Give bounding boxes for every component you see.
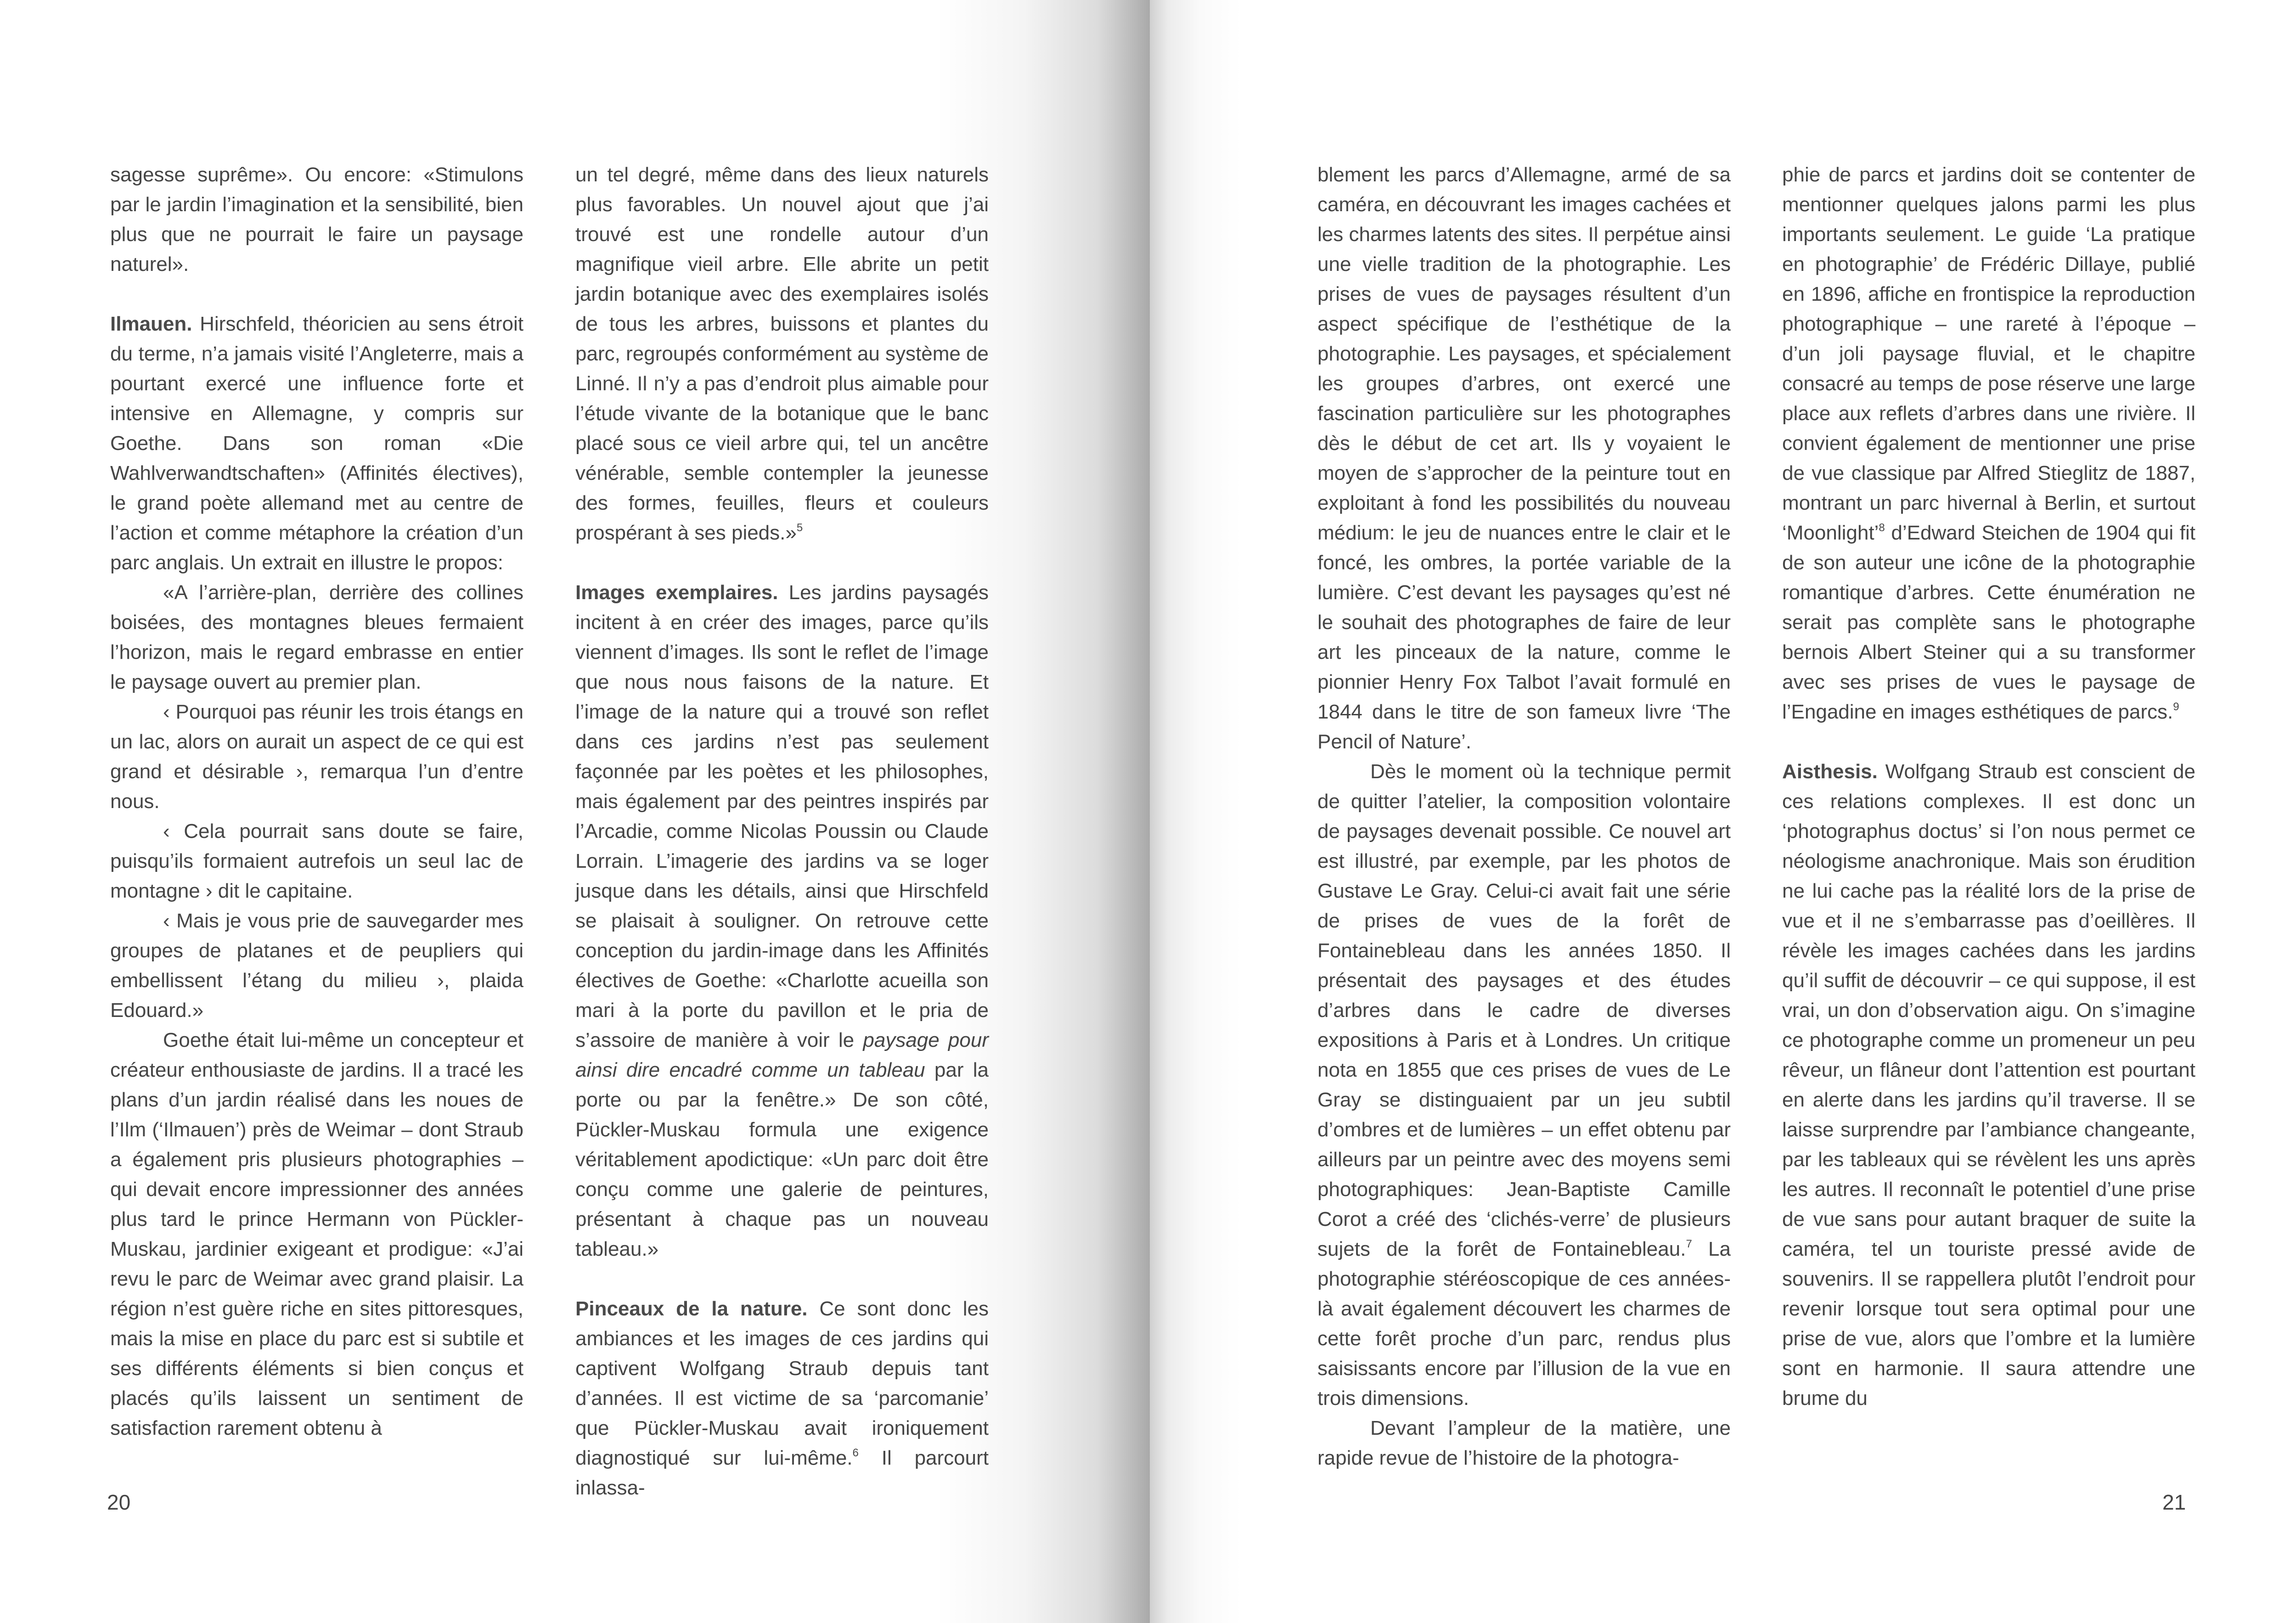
right-page-column-1 [1317, 160, 1731, 1473]
footnote-ref: 7 [1686, 1238, 1692, 1250]
paragraph: Dès le moment où la technique permit de quitter l’atelier, la composition volontaire de paysages devenait possible. Ce nouvel art est illustré, par exemple, par les photos de Gustave Le Gray. Celui-ci avait fait une série de prises de vues de la forêt de Fontainebleau dans les années 1850. Il présentait des paysages et des études d’arbres dans le cadre de diverses expositions à Paris et à Londres. Un critique nota en 1855 que ces prises de vues de Le Gray se distinguaient par un jeu subtil d’ombres et de lumières – un effet obtenu par ailleurs par un peintre avec des moyens semi photographiques: Jean-Baptiste Camille Corot a créé des ‘clichés-verre’ de plusieurs sujets de la forêt de Fontainebleau.$^7$ La photographie stéréoscopique de ces années-là avait également découvert les charmes de cette forêt proche d’un parc, rendus plus saisissants encore par l’illusion de la vue en trois dimensions. [1317, 760, 1731, 1410]
paragraph: Pinceaux de la nature. Ce sont donc les ambiances et les images de ces jardins qui captivent Wolfgang Straub depuis tant d’années. Il est victime de sa ‘parcomanie’ que Pückler-Muskau avait ironiquement diagnostiqué sur lui-même.$^6$ Il parcourt inlassa- [575, 1297, 989, 1499]
quote-paragraph: ‹ Pourquoi pas réunir les trois étangs en un lac, alors on aurait un aspect de ce qui est grand et désirable ›, remarqua l’un d’entre nous. [110, 701, 523, 813]
paragraph: un tel degré, même dans des lieux naturels plus favorables. Un nouvel ajout que j’ai trouvé est une rondelle autour d’un magnifique vieil arbre. Elle abrite un petit jardin botanique avec des exemplaires isolés de tous les arbres, buissons et plantes du parc, regroupés conformément au système de Linné. Il n’y a pas d’endroit plus aimable pour l’étude vivante de la botanique que le banc placé sous ce vieil arbre qui, tel un ancêtre vénérable, semble contempler la jeunesse des formes, feuilles, fleurs et couleurs prospérant à ses pieds.»$^5$ [575, 163, 989, 544]
footnote-ref: 6 [852, 1447, 859, 1459]
footnote-ref: 8 [1879, 522, 1885, 534]
paragraph: sagesse suprême». Ou encore: «Stimulons par le jardin l’imagination et la sensibilité, bien plus que ne pourrait le faire un paysage naturel». [110, 163, 523, 275]
left-page-column-2 [575, 160, 989, 1503]
section-heading: Images exemplaires. [575, 581, 778, 604]
right-page [1150, 0, 2296, 1623]
paragraph: phie de parcs et jardins doit se contenter de mentionner quelques jalons parmi les plus importants seulement. Le guide ‘La pratique en photographie’ de Frédéric Dillaye, publié en 1896, affiche en frontispice la reproduction photographique – une rareté à l’époque – d’un joli paysage fluvial, et le chapitre consacré au temps de pose réserve une large place aux reflets d’arbres dans une rivière. Il convient également de mentionner une prise de vue classique par Alfred Stieglitz de 1887, montrant un parc hivernal à Berlin, et surtout ‘Moonlight’$^8$ d’Edward Steichen de 1904 qui fit de son auteur une icône de la photographie romantique d’arbres. Cette énumération ne serait pas complète sans le photographe bernois Albert Steiner qui a su transformer avec ses prises de vues le paysage de l’Engadine en images esthétiques de parcs.$^9$ [1782, 163, 2195, 723]
paragraph: Ilmauen. Hirschfeld, théoricien au sens étroit du terme, n’a jamais visité l’Angleterre, mais a pourtant exercé une influence forte et intensive en Allemagne, y compris sur Goethe. Dans son roman «Die Wahlverwandtschaften» (Affinités électives), le grand poète allemand met au centre de l’action et comme métaphore la création d’un parc anglais. Un extrait en illustre le propos: [110, 313, 523, 574]
section-heading: Ilmauen. [110, 313, 192, 335]
footnote-ref: 9 [2173, 701, 2179, 713]
quote-paragraph: «A l’arrière-plan, derrière des collines boisées, des montagnes bleues fermaient l’horizon, mais le regard embrasse en entier le paysage ouvert au premier plan. [110, 581, 523, 693]
paragraph: Goethe était lui-même un concepteur et créateur enthousiaste de jardins. Il a tracé les plans d’un jardin réalisé dans les noues de l’Ilm (‘Ilmauen’) près de Weimar – dont Straub a également pris plusieurs photographies – qui devait encore impressionner des années plus tard le prince Hermann von Pückler-Muskau, jardinier exigeant et prodigue: «J’ai revu le parc de Weimar avec grand plaisir. La région n’est guère riche en sites pittoresques, mais la mise en place du parc est si subtile et ses différents éléments si bien conçus et placés qu’ils laissent un sentiment de satisfaction rarement obtenu à [110, 1029, 523, 1439]
paragraph: Images exemplaires. Les jardins paysagés incitent à en créer des images, parce qu’ils viennent d’images. Ils sont le reflet de l’image que nous nous faisons de la nature. Et l’image de la nature qui a trouvé son reflet dans ces jardins n’est pas seulement façonnée par les poètes et les philosophes, mais également par des peintres inspirés par l’Arcadie, comme Nicolas Poussin ou Claude Lorrain. L’imagerie des jardins va se loger jusque dans les détails, ainsi que Hirschfeld se plaisait à souligner. On retrouve cette conception du jardin-image dans les Affinités électives de Goethe: «Charlotte acueilla son mari à la porte du pavillon et le pria de s’assoire de manière à voir le paysage pour ainsi dire encadré comme un tableau par la porte ou par la fenêtre.» De son côté, Pückler-Muskau formula une exigence véritablement apodictique: «Un parc doit être conçu comme une galerie de peintures, présentant à chaque pas un nouveau tableau.» [575, 581, 989, 1260]
left-page-column-1 [110, 160, 523, 1443]
footnote-ref: 5 [796, 522, 803, 534]
quote-paragraph: ‹ Mais je vous prie de sauvegarder mes groupes de platanes et de peupliers qui embellissent l’étang du milieu ›, plaida Edouard.» [110, 910, 523, 1022]
paragraph: Aisthesis. Wolfgang Straub est conscient de ces relations complexes. Il est donc un ‘photographus doctus’ si l’on nous permet ce néologisme anachronique. Mais son érudition ne lui cache pas la réalité lors de la prise de vue et il ne s’embarrasse pas d’oeillères. Il révèle les images cachées dans les jardins qu’il suffit de découvrir – ce qui suppose, il est vrai, un don d’observation aigu. On s’imagine ce photographe comme un promeneur un peu rêveur, un flâneur dont l’attention est pourtant en alerte dans les jardins qu’il traverse. Il se laisse surprendre par l’ambiance changeante, par les tableaux qui se révèlent les uns après les autres. Il reconnaît le potentiel d’une prise de vue sans pour autant braquer de suite la caméra, tel un touriste pressé avide de souvenirs. Il se rappellera plutôt l’endroit pour revenir lorsque tout sera optimal pour une prise de vue, alors que l’ombre et la lumière sont en harmonie. Il saura attendre une brume du [1782, 760, 2195, 1410]
paragraph: blement les parcs d’Allemagne, armé de sa caméra, en découvrant les images cachées et les charmes latents des sites. Il perpétue ainsi une vielle tradition de la photographie. Les prises de vues de paysages résultent d’un aspect spécifique de l’esthétique de la photographie. Les paysages, et spécialement les groupes d’arbres, ont exercé une fascination particulière sur les photographes dès le début de cet art. Ils y voyaient le moyen de s’approcher de la peinture tout en exploitant à fond les possibilités du nouveau médium: le jeu de nuances entre le clair et le foncé, les ombres, la portée variable de la lumière. C’est devant les paysages qu’est né le souhait des photographes de faire de leur art les pinceaux de la nature, comme le pionnier Henry Fox Talbot l’avait formulé en 1844 dans le titre de son fameux livre ‘The Pencil of Nature’. [1317, 163, 1731, 753]
right-page-column-2 [1782, 160, 2195, 1413]
paragraph: Devant l’ampleur de la matière, une rapide revue de l’histoire de la photogra- [1317, 1417, 1731, 1469]
section-heading: Aisthesis. [1782, 760, 1878, 783]
page-number: 21 [2162, 1490, 2186, 1514]
page-number: 20 [107, 1490, 131, 1514]
italic-quote: paysage pour ainsi dire encadré comme un tableau [575, 1029, 989, 1081]
quote-paragraph: ‹ Cela pourrait sans doute se faire, puisqu’ils formaient autrefois un seul lac de montagne › dit le capitaine. [110, 820, 523, 902]
section-heading: Pinceaux de la nature. [575, 1297, 808, 1320]
